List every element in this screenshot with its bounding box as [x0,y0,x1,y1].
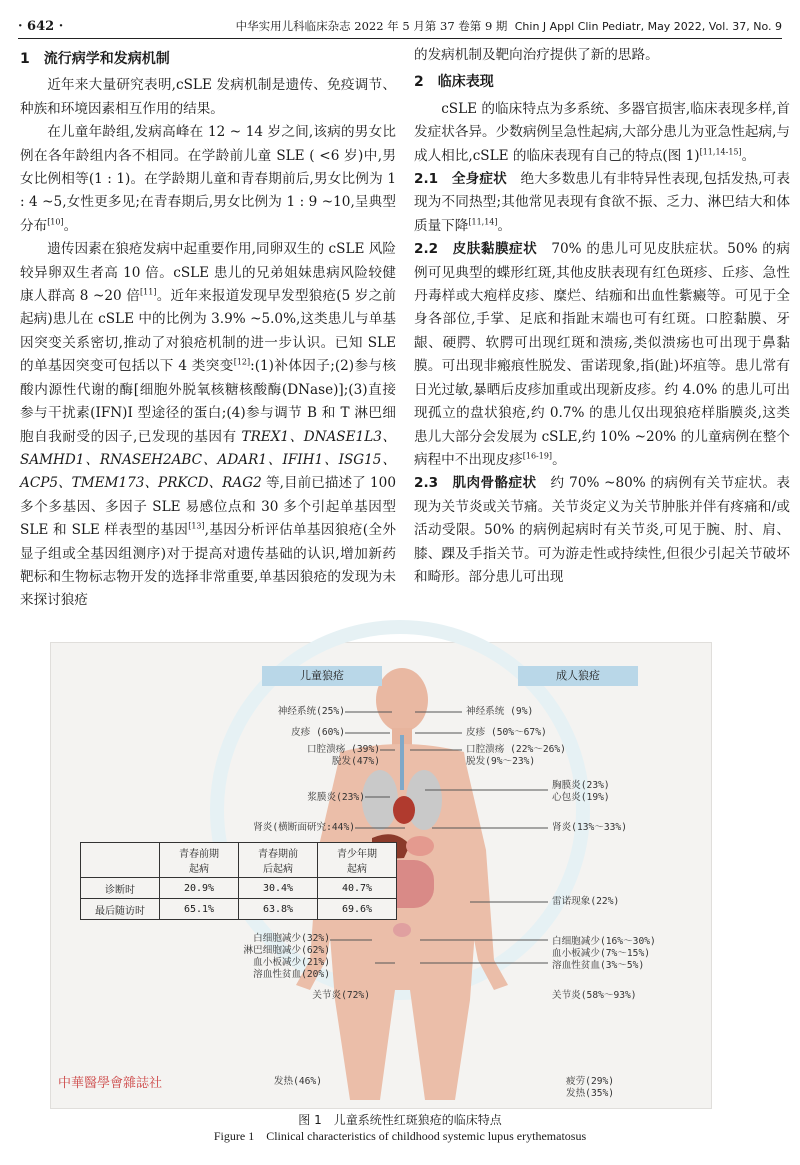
text: 70% 的患儿可见皮肤症状。50% 的病例可见典型的蝶形红斑,其他皮肤表现有红色斑疹、丘疹、急性丹毒样或大疱样皮疹、糜烂、结痂和出血性紫癜等。可见于全身各部位,手掌、足底和指趾末端也可有红斑。口腔黏膜、牙龈、硬腭、软腭可出现红斑和溃疡,类似溃疡也可出现于鼻黏膜。可出现非瘢痕性脱发、雷诺现象,指(趾)坏疽等。患儿常有日光过敏,暴晒后皮疹加重或出现新皮疹。约 4.0% 的患儿可出现孤立的盘状狼疮,约 0.7% 的患儿仅出现狼疮样脂膜炎,这类患儿大部分会发展为 cSLE,约 10% ~20% 的儿童病例在整个病程中不出现皮疹 [414,241,790,468]
citation: [10] [47,217,64,227]
caption-cn: 图 1 儿童系统性红斑狼疮的临床特点 [298,1113,502,1127]
text: 。 [63,217,78,234]
table-row [81,878,397,899]
text: cSLE 的临床特点为多系统、多器官损害,临床表现多样,首发症状各异。少数病例呈急性起病,大部分患儿为亚急性起病,与成人相比,cSLE 的临床表现有自己的特点(图 1) [414,100,790,164]
citation: [11] [140,287,157,297]
table-header [81,843,160,878]
section-1-title: 1 流行病学和发病机制 [20,51,170,67]
table-cell: 63.8% [239,899,318,920]
adult-arthritis-label: 关节炎(58%～93%) [552,990,637,1001]
child-arthritis-label: 关节炎(72%) [312,990,370,1001]
citation: [11,14] [468,217,498,227]
text: 。 [552,451,566,468]
citation: [16-19] [522,451,553,461]
text: 等,目前已描述了 100 多个多基因、多因子 SLE 易感位点和 30 多个引起单基因型 SLE 和 SLE 样表型的基因 [20,475,396,539]
subsection-2-2-title: 2.2 皮肤黏膜症状 [414,241,538,258]
citation: [13] [188,521,205,531]
adult-thrombocytopenia-label: 血小板减少(7%～15%) [552,948,650,959]
text: 。 [497,217,512,234]
adult-pericarditis-label: 心包炎(19%) [552,792,610,803]
adult-rash-label: 皮疹 (50%～67%) [466,727,547,738]
text: 遗传因素在狼疮发病中起重要作用,同卵双生的 cSLE 风险较异卵双生者高 10 倍。cSLE 患儿的兄弟姐妹患病风险较健康人群高 8 ~20 倍 [20,241,396,305]
table-cell: 40.7% [318,878,397,899]
text: 在儿童年龄组,发病高峰在 12 ~ 14 岁之间,该病的男女比例在各年龄组内各不相同。在学龄前儿童 SLE ( <6 岁)中,男女比例相等(1 : 1)。在学龄期儿童和青春期前后,男女比例为 1 : 4 ~5,女性更多见;在青春期后,男女比例为 1 : 9 ~10,呈典型分布 [20,124,396,234]
journal-name-cn: 中华实用儿科临床杂志 2022 年 5 月第 37 卷第 9 期 [235,19,508,33]
adult-leukopenia-label: 白细胞减少(16%～30%) [552,936,656,947]
journal-name-en: Chin J Appl Clin Pediatr, May 2022, Vol. 37, No. 9 [514,20,782,33]
table-cell: 诊断时 [81,878,160,899]
text: 绝大多数患儿有非特异性表现,包括发热,可表现为不同热型;其他常见表现有食欲不振、乏力、淋巴结大和体质量下降 [414,171,790,234]
child-leukopenia-label: 白细胞减少(32%) [253,933,330,944]
paragraph-continued: 的发病机制及靶向治疗提供了新的思路。 [414,47,659,63]
child-serositis-label: 浆膜炎(23%) [307,792,365,803]
adult-fatigue-label: 疲劳(29%) [566,1076,615,1087]
table-header: 青春前期 起病 [160,843,239,878]
figure-caption [0,1112,800,1144]
child-oral-ulcer-label: 口腔溃疡 (39%) [306,744,380,755]
onset-nephritis-table [80,842,397,920]
section-2-title: 2 临床表现 [414,74,494,91]
adult-oral-ulcer-label: 口腔溃疡 (22%～26%) [466,744,566,755]
tag-child-lupus: 儿童狼疮 [262,666,382,686]
adult-nephritis-label: 肾炎(13%～33%) [552,822,627,833]
table-cell: 20.9% [160,878,239,899]
adult-raynaud-label: 雷诺现象(22%) [552,896,620,907]
child-alopecia-label: 脱发(47%) [331,756,380,767]
text: :(1)补体因子;(2)参与核酸内源性代谢的酶[细胞外脱氧核糖核酸酶(DNase)];(3)直接参与干扰素(IFN)I 型途径的蛋白;(4)参与调节 B 和 T 淋巴细胞自我耐受的因子,已发现的基因有 [20,358,396,445]
child-fever-label: 发热(46%) [273,1076,322,1087]
caption-en: Figure 1 Clinical characteristics of childhood systemic lupus erythematosus [213,1129,587,1143]
adult-fever-label: 发热(35%) [566,1088,615,1099]
adult-alopecia-label: 脱发(9%～23%) [466,756,536,767]
table-cell: 65.1% [160,899,239,920]
child-nephritis-label: 肾炎(横断面研究:44%) [253,822,355,833]
text: 约 70% ~80% 的病例有关节症状。表现为关节炎或关节痛。关节炎定义为关节肿胀并伴有疼痛和/或活动受限。50% 的病例起病时有关节炎,可见于腕、肘、肩、膝、踝及手指关节。可为游走性或持续性,但很少引起关节破坏和畸形。部分患儿可出现 [414,475,790,585]
child-rash-label: 皮疹 (60%) [291,727,345,738]
child-thrombocytopenia-label: 血小板减少(21%) [253,957,330,968]
table-header: 青少年期 起病 [318,843,397,878]
table-header-row [81,843,397,878]
table-cell: 30.4% [239,878,318,899]
adult-pleuritis-label: 胸膜炎(23%) [552,780,610,791]
paragraph: 近年来大量研究表明,cSLE 发病机制是遗传、免疫调节、种族和环境因素相互作用的结果。 [20,77,396,117]
gene-list: TREX1、DNASE1L3、SAMHD1、RNASEH2ABC、ADAR1、IFIH1、ISG15、ACP5、TMEM173、PRKCD、RAG2 [20,428,396,492]
tag-adult-lupus: 成人狼疮 [518,666,638,686]
child-hemolytic-anemia-label: 溶血性贫血(20%) [253,969,330,980]
citation: [12] [233,357,251,367]
text: 。 [741,147,756,164]
adult-hemolytic-anemia-label: 溶血性贫血(3%～5%) [552,960,645,971]
table-cell: 最后随访时 [81,899,160,920]
publisher-logo: 中華醫學會雜誌社 [58,1076,163,1091]
page-number: · 642 · [18,19,64,34]
child-neuro-label: 神经系统(25%) [277,706,345,717]
citation: [11,14-15] [699,147,742,157]
text: 。近年来报道发现早发型狼疮(5 岁之前起病)患儿在 cSLE 中的比例为 3.9% ~5.0%,这类患儿与单基因突变关系密切,推动了对狼疮机制的进一步认识。已知 SLE 的单基因突变可包括以下 4 类突变 [20,288,396,375]
table-header: 青春期前 后起病 [239,843,318,878]
subsection-2-3-title: 2.3 肌肉骨骼症状 [414,475,537,492]
subsection-2-1-title: 2.1 全身症状 [414,171,507,188]
adult-neuro-label: 神经系统 (9%) [466,706,534,717]
child-lymphopenia-label: 淋巴细胞减少(62%) [243,945,330,956]
table-row [81,899,397,920]
table-cell: 69.6% [318,899,397,920]
text: ,基因分析评估单基因狼疮(全外显子组或全基因组测序)对于提高对遗传基础的认识,增加新药靶标和生物标志物开发的选择非常重要,单基因狼疮的发现为未来探讨狼疮 [20,522,396,609]
